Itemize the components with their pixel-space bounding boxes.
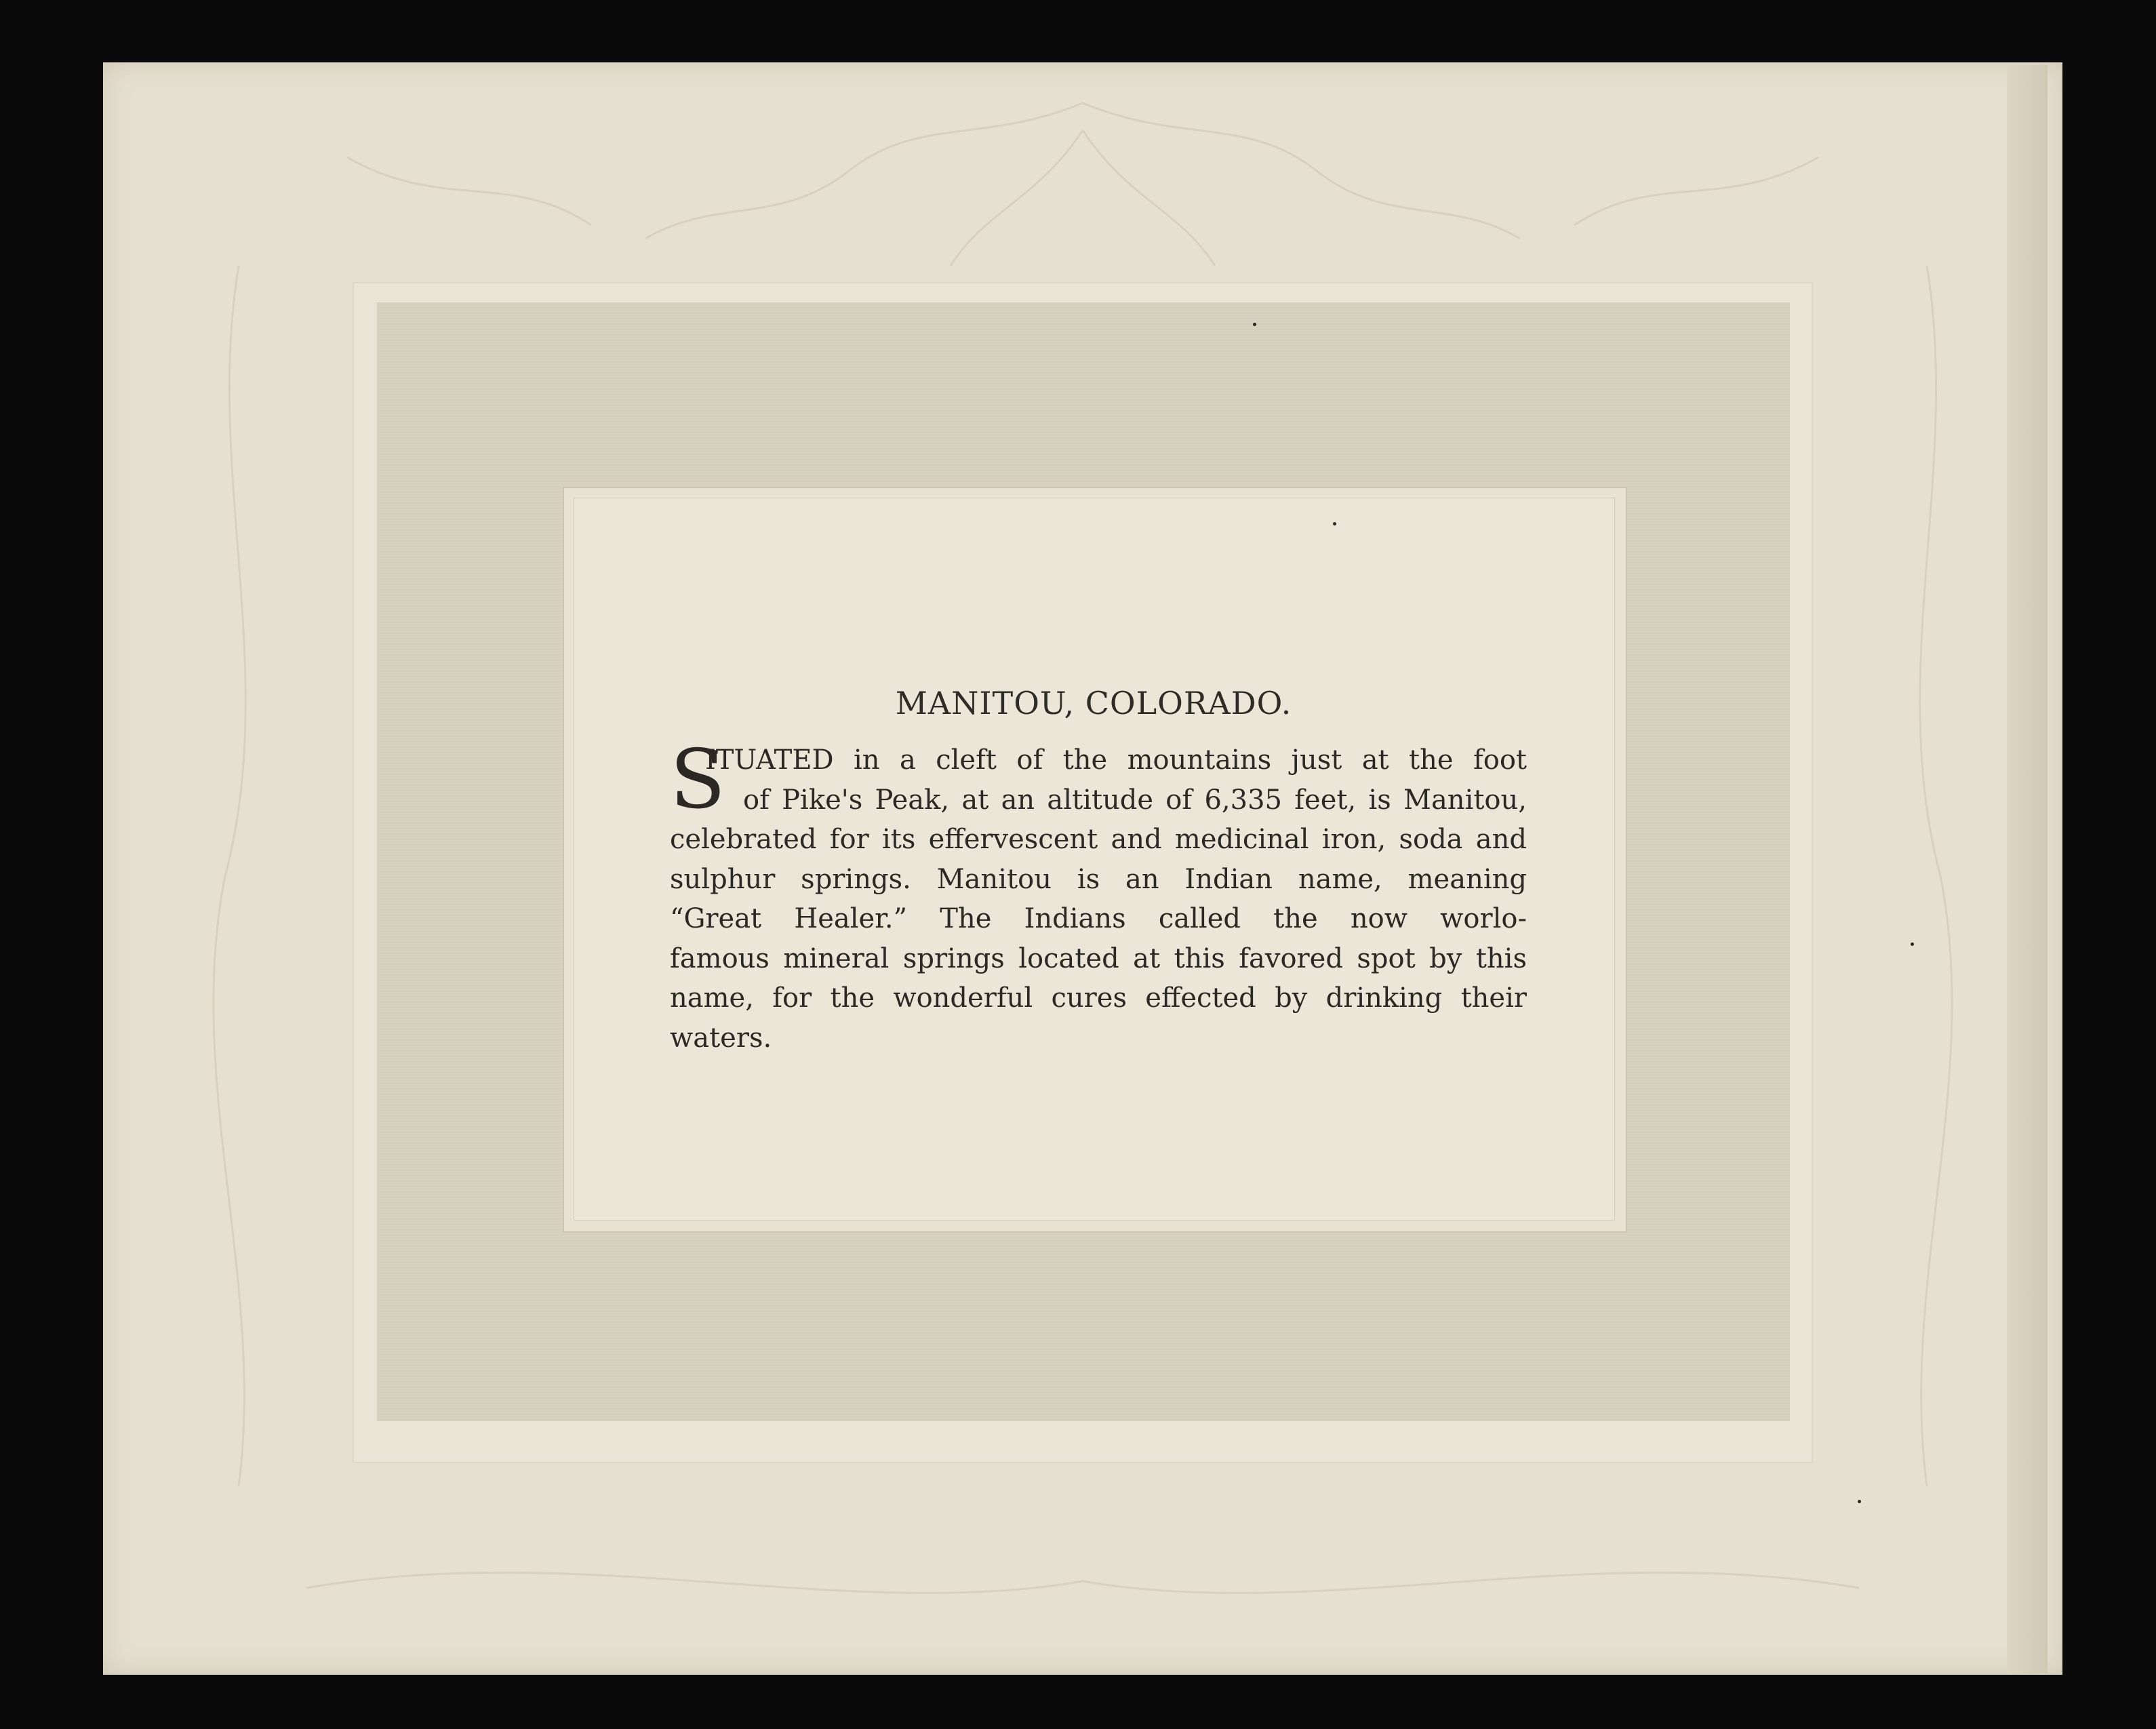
- drop-cap: S: [670, 733, 726, 827]
- text-line-1: ITUATED in a cleft of the mountains just at the foot: [705, 744, 1527, 776]
- page-title: MANITOU, COLORADO.: [895, 685, 1292, 721]
- paper-speck: [1911, 942, 1914, 946]
- text-line-5: “Great Healer.” The Indians called the now worlo-: [670, 903, 1527, 934]
- text-line-3: celebrated for its effervescent and medicinal iron, soda and: [670, 824, 1527, 855]
- paper-speck: [1858, 1500, 1861, 1503]
- paper-speck: [1253, 323, 1256, 326]
- text-line-7: name, for the wonderful cures effected by drinking their: [670, 982, 1527, 1014]
- paper-speck: [1333, 522, 1336, 525]
- text-line-4: sulphur springs. Manitou is an Indian name, meaning: [670, 863, 1527, 895]
- body-paragraph: [670, 733, 1527, 1058]
- text-line-8: waters.: [670, 1022, 772, 1054]
- text-line-2: of Pike's Peak, at an altitude of 6,335 feet, is Manitou,: [743, 784, 1527, 816]
- text-line-6: famous mineral springs located at this favored spot by this: [670, 942, 1527, 974]
